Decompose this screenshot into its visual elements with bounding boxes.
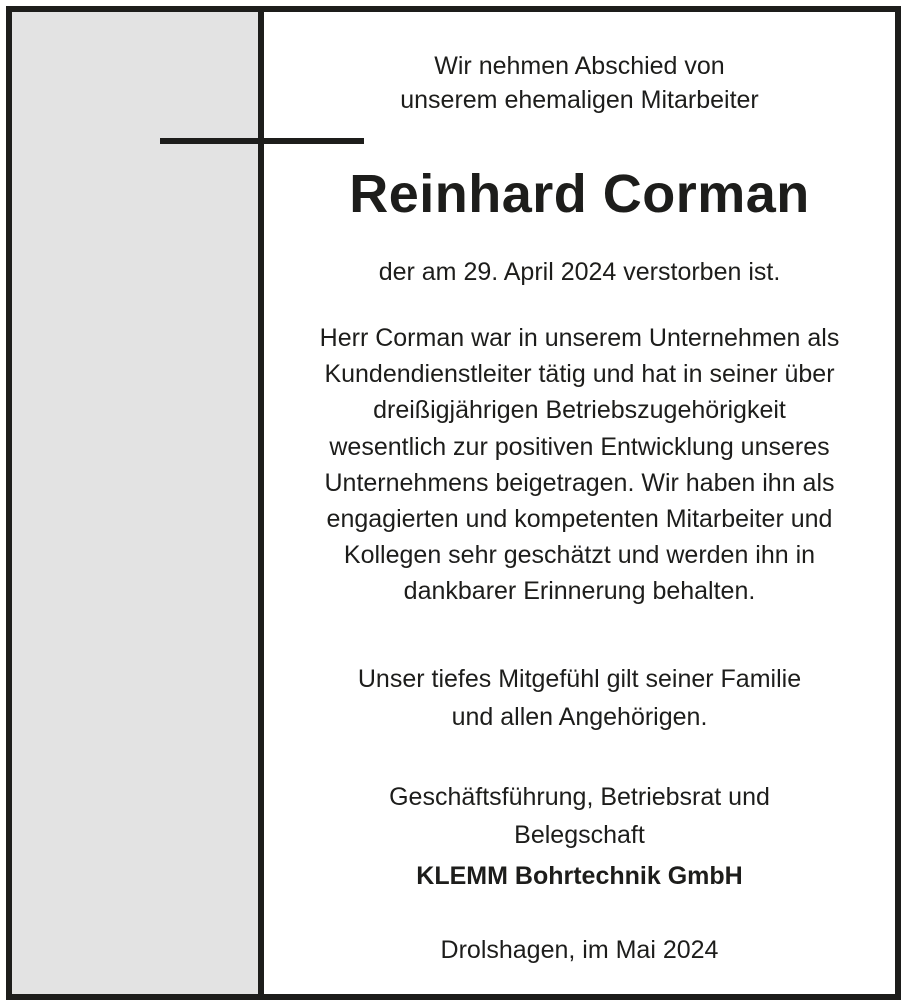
intro-text [264,49,895,117]
intro-line: Wir nehmen Abschied von [434,52,725,80]
obituary-content [264,12,895,994]
tribute-line: wesentlich zur positiven Entwicklung unseres [329,432,830,461]
intro-line: unserem ehemaligen Mitarbeiter [400,86,759,114]
sympathy-line: Unser tiefes Mitgefühl gilt seiner Familie [357,665,802,693]
signer-line: Belegschaft [514,821,645,849]
tribute-line: dankbarer Erinnerung behalten. [403,577,756,606]
tribute-text [264,320,895,610]
death-date-line: der am 29. April 2024 verstorben ist. [378,258,781,286]
tribute-line: engagierten und kompetenten Mitarbeiter und [326,505,833,534]
tribute-line: Kundendienstleiter tätig und hat in seiner über [324,360,835,389]
signers-text [264,778,895,854]
tribute-line: Kollegen sehr geschätzt und werden ihn in [343,541,816,570]
sympathy-line: und allen Angehörigen. [451,703,708,731]
deceased-name: Reinhard Corman [349,164,810,224]
place-date-line: Drolshagen, im Mai 2024 [440,936,719,964]
sympathy-text [264,660,895,736]
signer-line: Geschäftsführung, Betriebsrat und [389,783,770,811]
company-name: KLEMM Bohrtechnik GmbH [416,862,743,890]
side-panel [12,12,258,994]
tribute-line: dreißigjährigen Betriebszugehörigkeit [373,396,786,425]
obituary-frame [6,6,901,1000]
tribute-line: Unternehmens beigetragen. Wir haben ihn als [324,468,835,497]
tribute-line: Herr Corman war in unserem Unternehmen als [319,324,840,352]
